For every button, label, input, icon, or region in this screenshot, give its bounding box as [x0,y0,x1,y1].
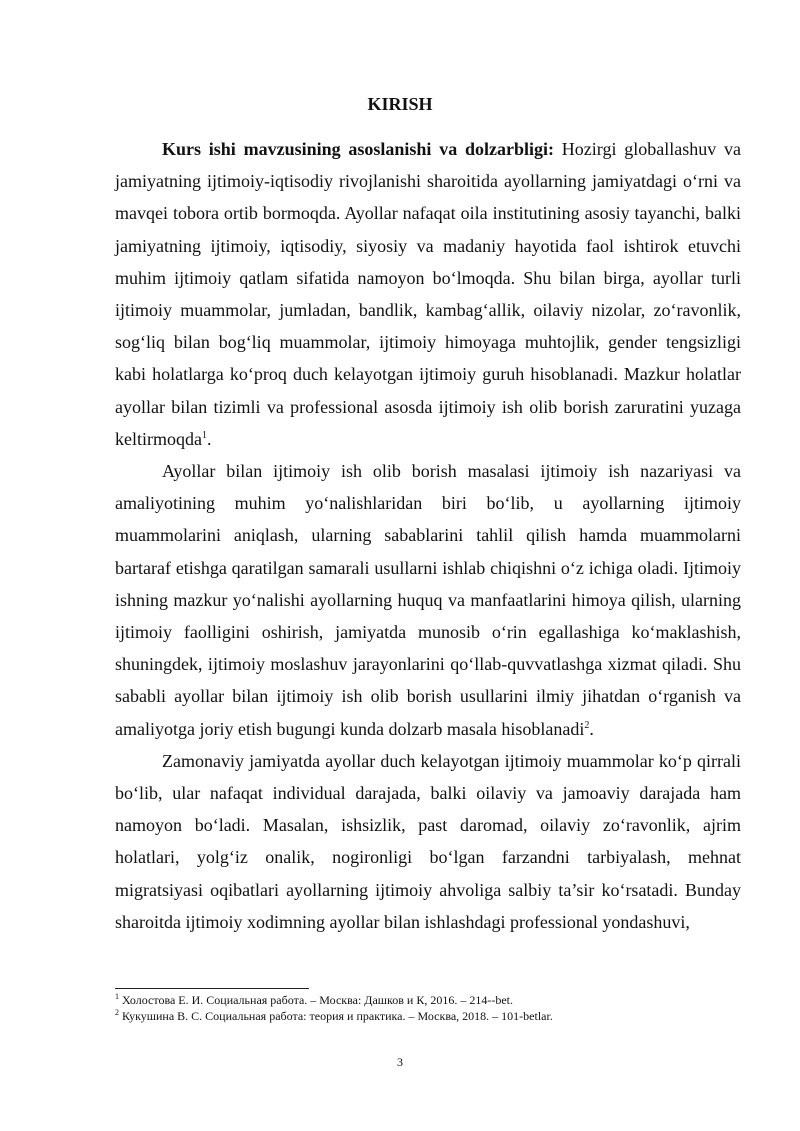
footnote-text: Кукушина В. С. Социальная работа: теория и практика. – Москва, 2018. – 101-betlar. [119,1009,553,1023]
paragraph-1 [115,133,741,455]
body-text [115,133,741,938]
footnote-mark: 1 [115,992,119,1001]
paragraph-text: Hozirgi globallashuv va jamiyatning ijtimoiy-iqtisodiy rivojlanishi sharoitida ayollarning jamiyatdagi o‘rni va mavqei tobora ortib bormoqda. Ayollar nafaqat oila institutining asosiy tayanchi, balki jamiyatning ijtimoiy, iqtisodiy, siyosiy va madaniy hayotida faol ishtirok etuvchi muhim ijtimoiy qatlam sifatida namoyon bo‘lmoqda. Shu bilan birga, ayollar turli ijtimoiy muammolar, jumladan, bandlik, kambag‘allik, oilaviy nizolar, zo‘ravonlik, sog‘liq bilan bog‘liq muammolar, ijtimoiy himoyaga muhtojlik, gender tengsizligi kabi holatlarga ko‘proq duch kelayotgan ijtimoiy guruh hisoblanadi. Mazkur holatlar ayollar bilan tizimli va professional asosda ijtimoiy ish olib borish zaruratini yuzaga keltirmoqda [115,139,741,449]
footnote-mark: 2 [115,1008,119,1017]
paragraph-end: . [206,428,212,449]
paragraph-text: Ayollar bilan ijtimoiy ish olib borish masalasi ijtimoiy ish nazariyasi va amaliyotining muhim yo‘nalishlaridan biri bo‘lib, u ayollarning ijtimoiy muammolarini aniqlash, ularning sabablarini tahlil qilish hamda muammolarni bartaraf etishga qaratilgan samarali usullarni ishlab chiqishni o‘z ichiga oladi. Ijtimoiy ishning mazkur yo‘nalishi ayollarning huquq va manfaatlarini himoya qilish, ularning ijtimoiy faolligini oshirish, jamiyatda munosib o‘rin egallashiga ko‘maklashish, shuningdek, ijtimoiy moslashuv jarayonlarini qo‘llab-quvvatlashga xizmat qiladi. Shu sababli ayollar bilan ijtimoiy ish olib borish usullarini ilmiy jihatdan o‘rganish va amaliyotga joriy etish bugungi kunda dolzarb masala hisoblanadi [115,461,741,739]
footnote-ref-1[interactable]: 1 [201,429,207,441]
paragraph-text: Zamonaviy jamiyatda ayollar duch kelayotgan ijtimoiy muammolar ko‘p qirrali bo‘lib, ular nafaqat individual darajada, balki oilaviy va jamoaviy darajada ham namoyon bo‘ladi. Masalan, ishsizlik, past daromad, oilaviy zo‘ravonlik, ajrim holatlari, yolg‘iz onalik, nogironligi bo‘lgan farzandni tarbiyalash, mehnat migratsiyasi oqibatlari ayollarning ijtimoiy ahvoliga salbiy ta’sir ko‘rsatadi. Bunday sharoitda ijtimoiy xodimning ayollar bilan ishlashdagi professional yondashuvi, [115,750,741,932]
paragraph-end: . [589,718,594,739]
section-title: KIRISH [367,94,433,114]
footnote-2 [115,1008,741,1024]
paragraph-2 [115,455,741,745]
paragraph-lead: Kurs ishi mavzusining asoslanishi va dolzarbligi: [162,139,554,159]
footnote-text: Холостова Е. И. Социальная работа. – Москва: Дашков и К, 2016. – 214--bet. [119,993,513,1007]
footnote-1 [115,992,741,1008]
page-number: 3 [397,1055,403,1069]
footnote-ref-2[interactable]: 2 [584,719,590,731]
footnote-separator [115,988,309,989]
footnotes [115,992,741,1024]
paragraph-3 [115,745,741,938]
